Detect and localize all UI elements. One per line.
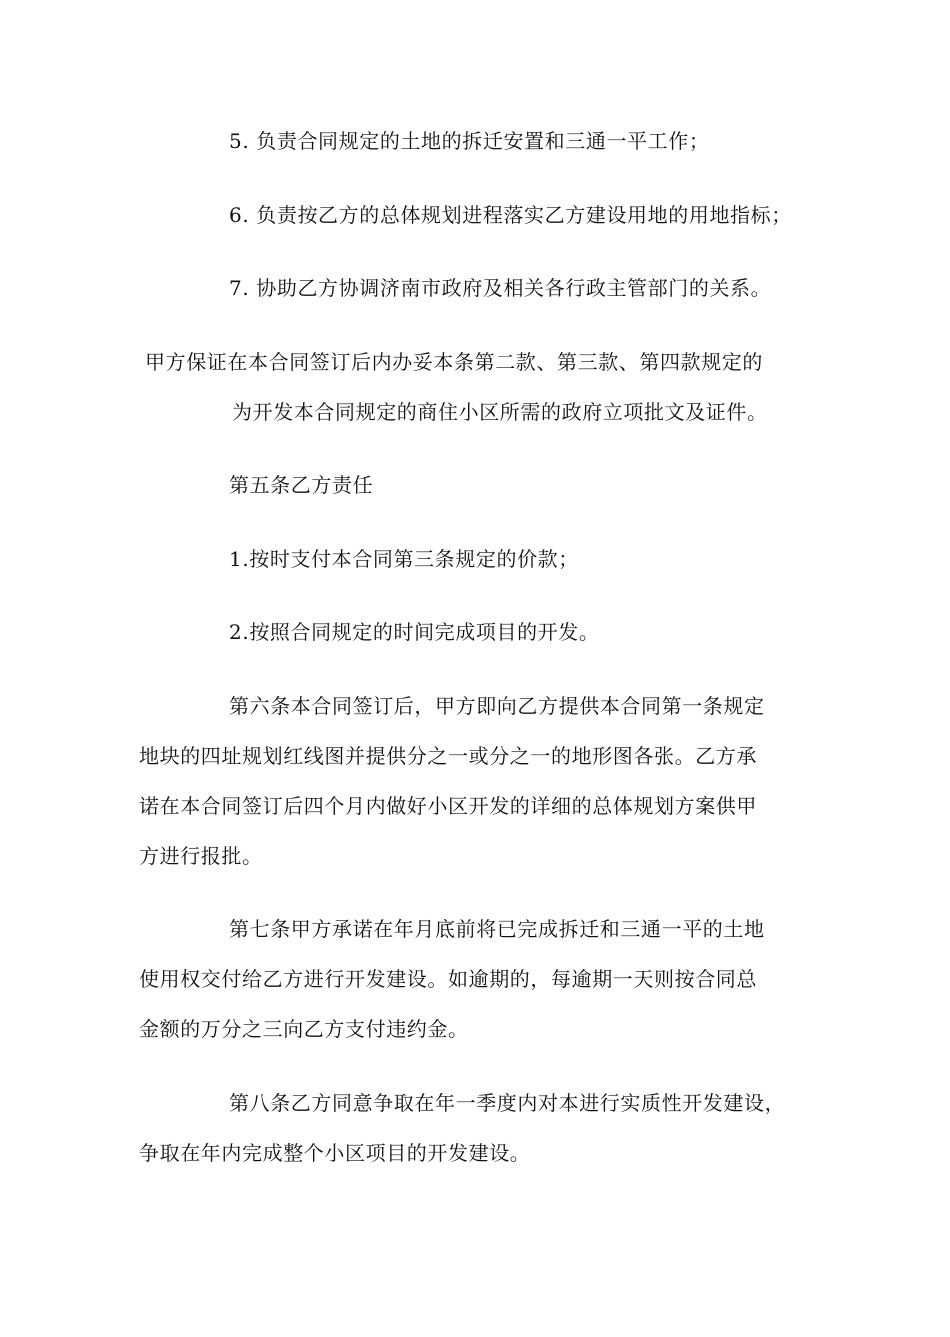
- article-6-line-2: 地块的四址规划红线图并提供分之一或分之一的地形图各张。乙方承: [139, 744, 757, 768]
- clause-item-7: 7. 协助乙方协调济南市政府及相关各行政主管部门的关系。: [229, 276, 772, 300]
- article-8-line-1: 第八条乙方同意争取在年一季度内对本进行实质性开发建设，: [229, 1091, 786, 1115]
- article-6-line-1: 第六条本合同签订后，甲方即向乙方提供本合同第一条规定: [229, 694, 765, 718]
- guarantee-line-1: 甲方保证在本合同签订后内办妥本条第二款、第三款、第四款规定的: [145, 350, 763, 374]
- article-5-item-2: 2.按照合同规定的时间完成项目的开发。: [229, 620, 600, 644]
- guarantee-line-2: 为开发本合同规定的商住小区所需的政府立项批文及证件。: [232, 400, 768, 424]
- clause-item-5: 5. 负责合同规定的土地的拆迁安置和三通一平工作；: [229, 129, 710, 153]
- article-6-line-4: 方进行报批。: [139, 844, 263, 868]
- clause-item-6: 6. 负责按乙方的总体规划进程落实乙方建设用地的用地指标；: [229, 203, 792, 227]
- article-6-line-3: 诺在本合同签订后四个月内做好小区开发的详细的总体规划方案供甲: [139, 794, 757, 818]
- article-5-heading: 第五条乙方责任: [229, 473, 374, 497]
- article-7-line-1: 第七条甲方承诺在年月底前将已完成拆迁和三通一平的土地: [229, 917, 765, 941]
- article-5-item-1: 1.按时支付本合同第三条规定的价款；: [229, 547, 579, 571]
- article-7-line-3: 金额的万分之三向乙方支付违约金。: [139, 1017, 469, 1041]
- article-7-line-2: 使用权交付给乙方进行开发建设。如逾期的，每逾期一天则按合同总: [139, 967, 757, 991]
- article-8-line-2: 争取在年内完成整个小区项目的开发建设。: [139, 1141, 531, 1165]
